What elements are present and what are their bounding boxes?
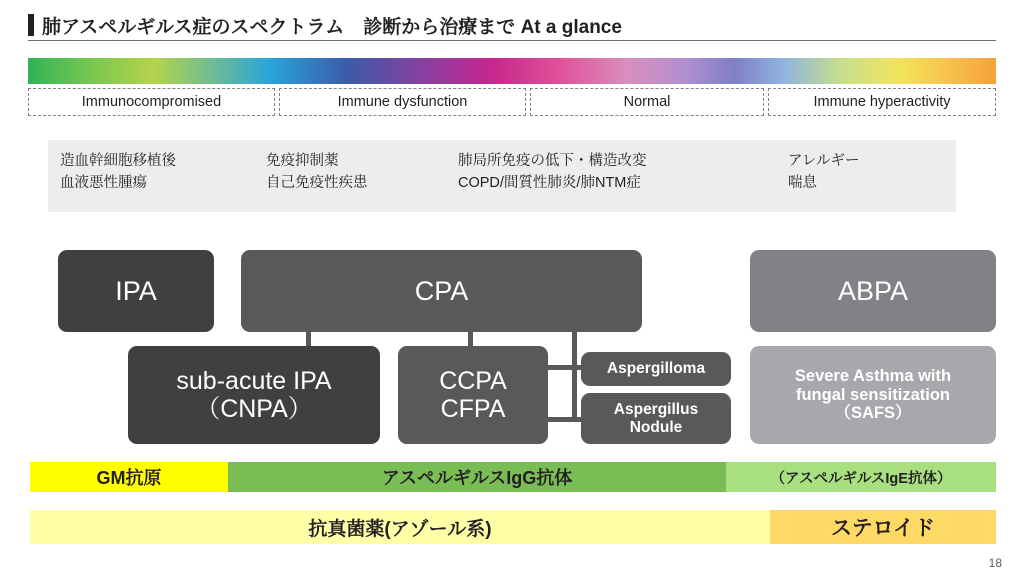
- treatment-label: ステロイド: [831, 517, 935, 540]
- treatment-steroid: [770, 510, 996, 544]
- biomarker-aspergillus-ige: [726, 462, 996, 492]
- disease-box-label: （CNPA）: [195, 395, 313, 423]
- condition-column: [266, 150, 368, 195]
- condition-line: 自己免疫性疾患: [266, 175, 368, 192]
- title-text: 肺アスペルギルス症のスペクトラム 診断から治療まで At a glance: [42, 16, 622, 38]
- immune-status-label: Immunocompromised: [81, 94, 222, 110]
- treatment-label: 抗真菌薬(アゾール系): [308, 518, 492, 540]
- treatment-antifungal-azole: [30, 510, 770, 544]
- condition-line: 免疫抑制薬: [266, 153, 339, 169]
- biomarker-label: GM抗原: [96, 468, 162, 488]
- biomarker-gm-antigen: [30, 462, 228, 492]
- disease-box-safs: [750, 346, 996, 444]
- immune-spectrum-gradient-bar: [28, 58, 996, 84]
- page-number: 18: [988, 556, 1002, 570]
- condition-line: 肺局所免疫の低下・構造改変: [458, 153, 647, 169]
- disease-box-label: IPA: [115, 275, 157, 306]
- condition-line: 喘息: [788, 175, 817, 192]
- title-accent-bar: [28, 14, 34, 36]
- disease-box-ipa: [58, 250, 214, 332]
- disease-box-label: CCPA: [439, 367, 507, 395]
- immune-status-label: Normal: [623, 94, 671, 110]
- immune-status-box: [28, 88, 275, 116]
- connector-to-aspergillus-nodule: [548, 417, 584, 422]
- condition-column: [788, 150, 860, 195]
- disease-box-subacute-ipa: [128, 346, 380, 444]
- immune-status-label: Immune dysfunction: [337, 94, 468, 110]
- disease-box-abpa: [750, 250, 996, 332]
- disease-box-cpa: [241, 250, 642, 332]
- disease-box-label: Aspergillus: [613, 401, 699, 419]
- condition-line: アレルギー: [788, 153, 860, 169]
- disease-box-label: （SAFS）: [834, 404, 912, 423]
- immune-status-box: [768, 88, 996, 116]
- disease-box-label: fungal sensitization: [795, 385, 950, 404]
- immune-status-box: [279, 88, 526, 116]
- immune-status-row: [28, 88, 996, 116]
- title-divider: [28, 40, 996, 41]
- disease-box-aspergillus-nodule: [581, 393, 731, 444]
- disease-box-label: Nodule: [629, 418, 683, 436]
- biomarker-label: （アスペルギルスIgE抗体）: [770, 470, 952, 487]
- disease-box-label: ABPA: [837, 275, 909, 306]
- connector-cpa-nodule-vertical: [572, 332, 577, 422]
- connector-to-aspergilloma: [548, 365, 584, 370]
- disease-box-label: sub-acute IPA: [176, 367, 332, 395]
- biomarker-label: アスペルギルスIgG抗体: [381, 468, 573, 488]
- disease-box-ccpa-cfpa: [398, 346, 548, 444]
- immune-status-label: Immune hyperactivity: [813, 94, 951, 110]
- condition-line: 血液悪性腫瘍: [60, 175, 147, 192]
- condition-column: [60, 150, 176, 195]
- page-title: [28, 8, 996, 42]
- condition-line: COPD/間質性肺炎/肺NTM症: [458, 175, 641, 192]
- immune-status-box: [530, 88, 764, 116]
- condition-column: [458, 150, 647, 195]
- condition-description-band: [48, 140, 956, 212]
- disease-box-label: CPA: [414, 275, 469, 306]
- disease-box-label: CFPA: [440, 395, 506, 423]
- disease-box-aspergilloma: [581, 352, 731, 386]
- disease-box-label: Severe Asthma with: [794, 367, 952, 386]
- biomarker-aspergillus-igg: [228, 462, 726, 492]
- condition-line: 造血幹細胞移植後: [60, 153, 176, 169]
- disease-box-label: Aspergilloma: [606, 360, 706, 378]
